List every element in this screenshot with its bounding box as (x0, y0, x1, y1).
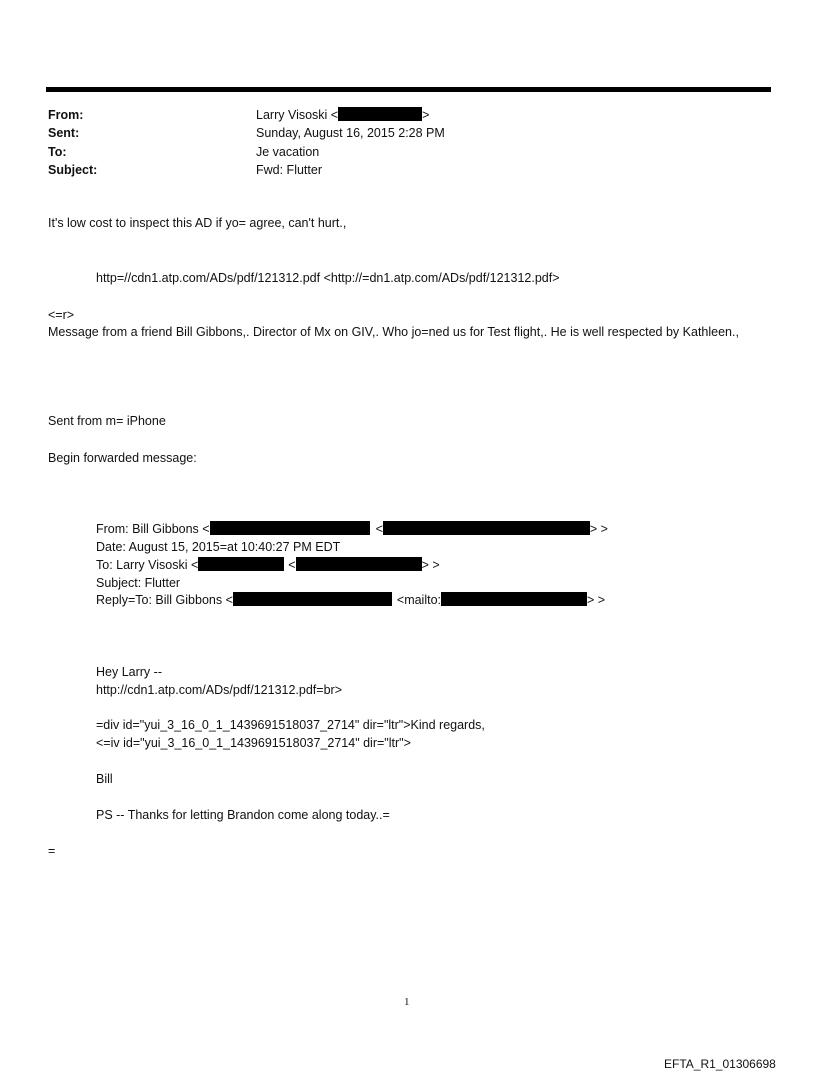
to-value: Je vacation (256, 145, 320, 159)
body-link-line: http=//cdn1.atp.com/ADs/pdf/121312.pdf <http://=dn1.atp.com/ADs/pdf/121312.pdf> (96, 271, 560, 285)
sent-value: Sunday, August 16, 2015 2:28 PM (256, 126, 445, 140)
fwd-to-end: > > (421, 558, 440, 572)
fwd-ps-line: PS -- Thanks for letting Brandon come along today..= (96, 808, 390, 822)
fwd-reply-mid: <mailto: (396, 593, 442, 607)
fwd-from-line (96, 521, 608, 538)
from-name: Larry Visoski < (256, 108, 339, 122)
fwd-reply-to-line (96, 592, 605, 609)
fwd-from-end: > > (589, 522, 608, 536)
fwd-to-line (96, 557, 440, 574)
body-message: Message from a friend Bill Gibbons,. Director of Mx on GIV,. Who jo=ned us for Test flight,. He is well respected by Kathleen., (48, 325, 739, 339)
fwd-reply-prefix: Reply=To: Bill Gibbons < (96, 593, 233, 607)
redaction-box (383, 521, 590, 535)
redaction-box (296, 557, 422, 571)
from-label: From: (48, 108, 84, 122)
redaction-box (198, 557, 284, 571)
from-value (256, 107, 429, 124)
fwd-div-line: =div id="yui_3_16_0_1_1439691518037_2714" dir="ltr">Kind regards, (96, 718, 485, 732)
begin-forwarded-line: Begin forwarded message: (48, 451, 197, 465)
sent-label: Sent: (48, 126, 80, 140)
fwd-from-mid: < (375, 522, 383, 536)
redaction-box (210, 521, 370, 535)
body-line-1: It's low cost to inspect this AD if yo= agree, can't hurt., (48, 216, 347, 230)
redaction-box (233, 592, 392, 606)
fwd-div-close: <=iv id="yui_3_16_0_1_1439691518037_2714" dir="ltr"> (96, 736, 411, 750)
bates-number: EFTA_R1_01306698 (664, 1057, 776, 1071)
fwd-subject-line: Subject: Flutter (96, 576, 181, 590)
fwd-from-prefix: From: Bill Gibbons < (96, 522, 210, 536)
from-end: > (422, 108, 430, 122)
subject-value: Fwd: Flutter (256, 163, 322, 177)
fwd-greeting: Hey Larry -- (96, 665, 162, 679)
trailing-equals: = (48, 844, 56, 858)
header-rule (46, 87, 771, 92)
to-label: To: (48, 145, 67, 159)
sent-from-line: Sent from m= iPhone (48, 414, 166, 428)
redaction-box (338, 107, 422, 121)
fwd-to-mid: < (288, 558, 296, 572)
subject-label: Subject: (48, 163, 98, 177)
page-number: 1 (404, 996, 410, 1008)
fwd-reply-end: > > (587, 593, 606, 607)
fwd-date-line: Date: August 15, 2015=at 10:40:27 PM EDT (96, 540, 341, 554)
fwd-to-prefix: To: Larry Visoski < (96, 558, 199, 572)
body-br-line: <=r> (48, 308, 75, 322)
redaction-box (441, 592, 587, 606)
fwd-link: http://cdn1.atp.com/ADs/pdf/121312.pdf=br> (96, 683, 342, 697)
fwd-signature: Bill (96, 772, 113, 786)
